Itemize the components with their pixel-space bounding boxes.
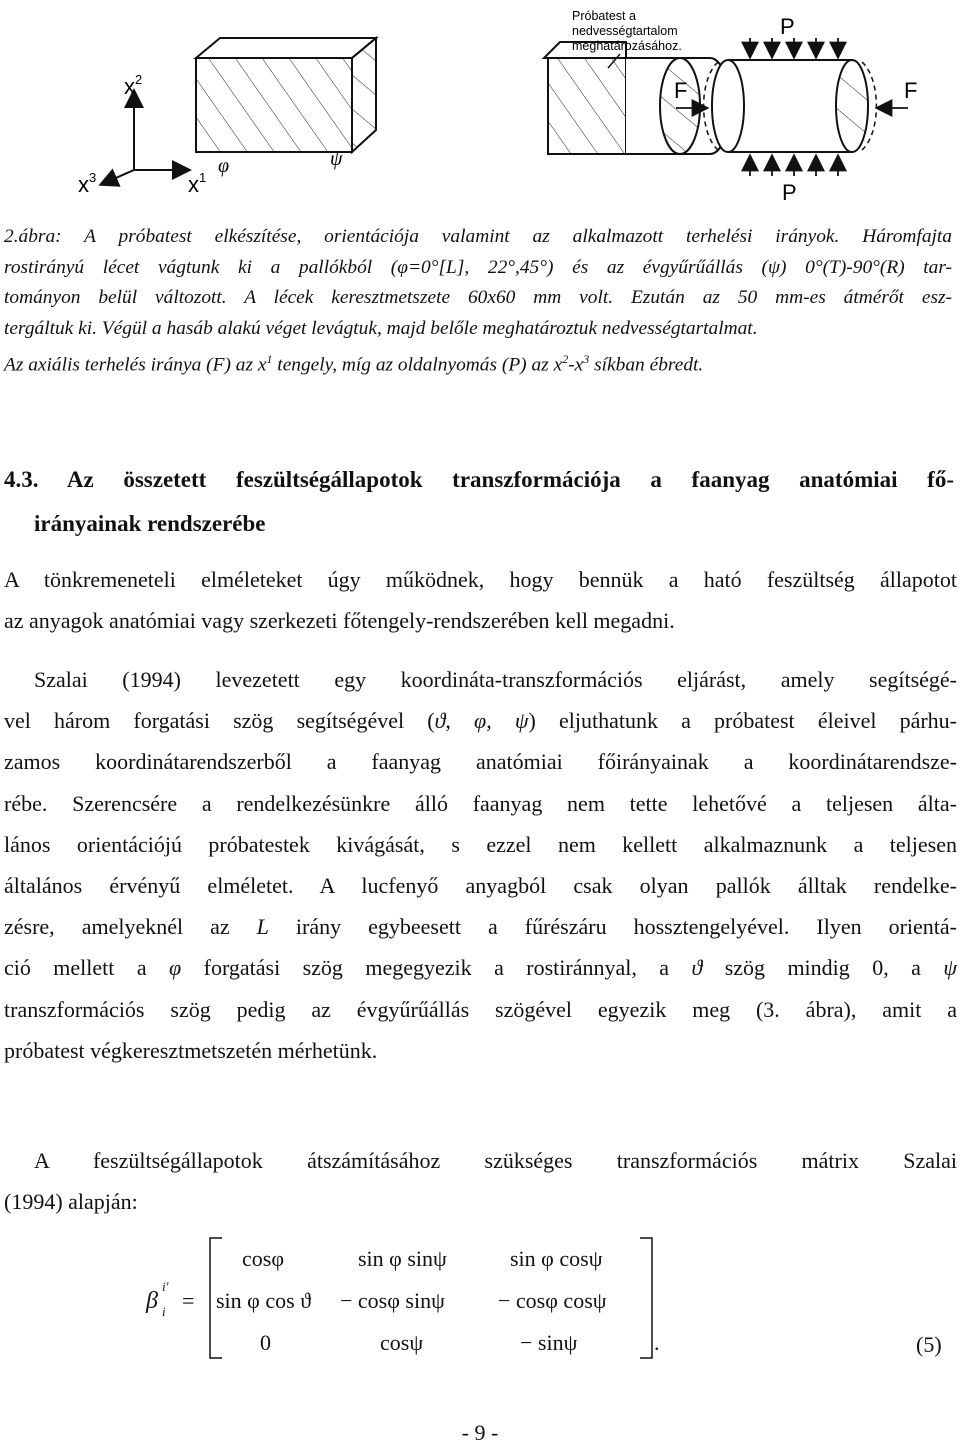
specimen-figure — [60, 0, 940, 210]
axes-triad — [102, 92, 188, 184]
matrix-r2c2: − cosφ sinψ — [340, 1288, 445, 1313]
figure-caption — [4, 222, 952, 381]
section-number: 4.3. — [4, 467, 39, 492]
matrix-r1c3: sin φ cosψ — [510, 1246, 603, 1271]
paragraph-line: általános érvényű elméletet. A lucfenyő anyagból csak olyan pallók álltak rendelke- — [4, 873, 957, 899]
matrix-r1c1: cosφ — [242, 1246, 285, 1271]
matrix-r2c3: − cosφ cosψ — [498, 1288, 607, 1313]
paragraph-line: ció mellett a φ forgatási szög megegyezik a rostiránnyal, a ϑ szög mindig 0, a ψ — [4, 955, 957, 981]
paragraph-line: rébe. Szerencsére a rendelkezésünkre álló faanyag nem tette lehetővé a teljesen álta- — [4, 790, 957, 816]
paragraph-line: transzformációs szög pedig az évgyűrűállás szögével egyezik meg (3. ábra), amit a — [4, 996, 957, 1022]
svg-text:nedvességtartalom: nedvességtartalom — [572, 24, 678, 38]
paragraph-line: az anyagok anatómiai vagy szerkezeti főtengely-rendszerében kell megadni. — [4, 608, 675, 634]
matrix-r3c3: − sinψ — [520, 1330, 578, 1355]
beta-subscript: i — [162, 1304, 166, 1319]
svg-text:meghatározásához.: meghatározásához. — [572, 39, 682, 53]
wood-beam — [196, 38, 376, 152]
turned-specimen — [544, 42, 730, 154]
load-P-bottom: P — [782, 180, 797, 205]
paragraph-line: (1994) alapján: — [4, 1189, 138, 1215]
equals-sign: = — [182, 1288, 195, 1313]
moisture-note — [572, 9, 682, 53]
axis-x2-label: $x^2$ — [124, 72, 143, 99]
beta-symbol: β — [146, 1288, 158, 1314]
equation-number: (5) — [916, 1332, 942, 1357]
page-number: - 9 - — [461, 1420, 499, 1445]
paragraph-2 — [4, 659, 957, 1071]
paragraph-line: A feszültségállapotok átszámításához szükséges transzformációs mátrix Szalai — [34, 1148, 957, 1173]
angle-psi-label: ψ — [330, 148, 343, 170]
load-F-left: F — [674, 78, 688, 103]
caption-line: Az axiális terhelés iránya (F) az $x^1$ tengely, míg az oldalnyomás (P) az $x^2-x^3$ síkban ébredt. — [4, 352, 704, 376]
svg-text:Próbatest a: Próbatest a — [572, 9, 636, 23]
angle-phi-label: φ — [218, 155, 230, 177]
matrix-trailing-period: . — [654, 1330, 660, 1355]
paragraph-line: lános orientációjú próbatestek kivágását, s ezzel nem kellett alkalmaznunk a teljesen — [4, 831, 957, 857]
matrix-r1c2: sin φ sinψ — [358, 1246, 447, 1271]
right-bracket — [640, 1238, 652, 1358]
heading-line2: irányainak rendszerébe — [34, 511, 266, 536]
paragraph-line: Szalai (1994) levezetett egy koordináta-transzformációs eljárást, amely segítségé- — [34, 667, 957, 692]
paragraph-line: A tönkremeneteli elméleteket úgy működnek, hogy bennük a ható feszültség állapotot — [4, 567, 957, 592]
matrix-r3c2: cosψ — [380, 1330, 424, 1355]
load-P-top: P — [780, 14, 795, 39]
paragraph-line: próbatest végkeresztmetszetén mérhetünk. — [4, 1037, 378, 1063]
caption-line: 2.ábra: A próbatest elkészítése, orientációja valamint az alkalmazott terhelési irányok. Háromfajta — [4, 226, 952, 247]
paragraph-line: zésre, amelyeknél az L irány egybeesett a fűrészáru hossztengelyével. Ilyen orientá- — [4, 914, 957, 940]
section-heading — [4, 458, 954, 546]
axis-x3-label: $x^3$ — [78, 170, 97, 197]
paragraph-3 — [4, 1140, 957, 1222]
axis-x1-label: $x^1$ — [188, 170, 207, 197]
matrix-r2c1: sin φ cos ϑ — [216, 1288, 312, 1313]
load-F-right: F — [904, 78, 918, 103]
paragraph-line: vel három forgatási szög segítségével (ϑ, φ, ψ) eljuthatunk a próbatest éleivel párhu- — [4, 708, 958, 734]
caption-line: rostirányú lécet vágtunk ki a pallókból (φ=0°[L], 22°,45°) és az évgyűrűállás (ψ) 0°(T)-90°(R) tar- — [4, 256, 952, 278]
heading-line1: Az összetett feszültségállapotok transzformációja a faanyag anatómiai fő- — [66, 467, 954, 492]
caption-line: tergáltuk ki. Végül a hasáb alakú véget levágtuk, majd belőle meghatároztuk nedvességtartalmat. — [4, 317, 758, 339]
caption-line: tományon belül változott. A lécek keresztmetszete 60x60 mm volt. Ezután az 50 mm-es átmérőt esz- — [4, 287, 952, 309]
paragraph-1 — [4, 559, 957, 641]
matrix-r3c1: 0 — [260, 1330, 271, 1355]
beta-superscript: i' — [162, 1279, 169, 1294]
paragraph-line: zamos koordinátarendszerből a faanyag anatómiai főirányainak a koordinátarendsze- — [4, 749, 957, 775]
transformation-matrix-equation — [140, 1228, 960, 1368]
